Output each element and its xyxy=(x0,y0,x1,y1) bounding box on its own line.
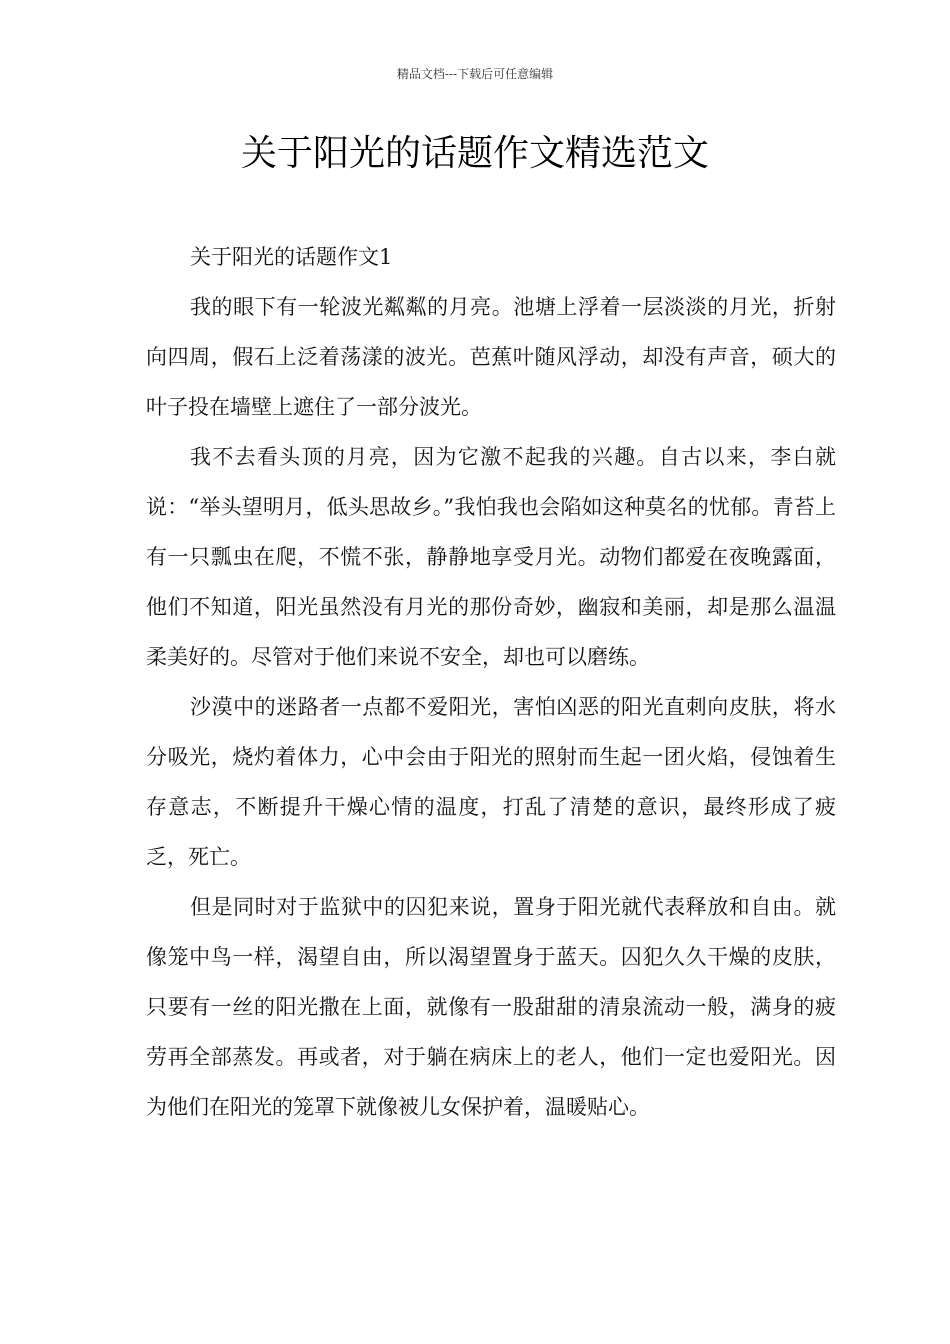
paragraph-3: 沙漠中的迷路者一点都不爱阳光，害怕凶恶的阳光直刺向皮肤，将水分吸光，烧灼着体力，心中会由于阳光的照射而生起一团火焰，侵蚀着生存意志，不断提升干燥心情的温度，打乱了清楚的意识，最终形成了疲乏，死亡。 xyxy=(146,695,836,869)
paragraph-1: 我的眼下有一轮波光粼粼的月亮。池塘上浮着一层淡淡的月光，折射向四周，假石上泛着荡漾的波光。芭蕉叶随风浮动，却没有声音，硕大的叶子投在墙壁上遮住了一部分波光。 xyxy=(146,295,836,419)
header-note: 精品文档---下载后可任意编辑 xyxy=(396,67,554,81)
document-title: 关于阳光的话题作文精选范文 xyxy=(240,133,709,174)
essay-subtitle: 关于阳光的话题作文1 xyxy=(190,245,393,269)
paragraph-2: 我不去看头顶的月亮，因为它激不起我的兴趣。自古以来，李白就说：“举头望明月，低头思故乡。”我怕我也会陷如这种莫名的忧郁。青苔上有一只瓢虫在爬，不慌不张，静静地享受月光。动物们都爱在夜晚露面，他们不知道，阳光虽然没有月光的那份奇妙，幽寂和美丽，却是那么温温柔美好的。尽管对于他们来说不安全，却也可以磨练。 xyxy=(146,445,836,669)
document-body xyxy=(146,232,836,1132)
paragraph-4: 但是同时对于监狱中的囚犯来说，置身于阳光就代表释放和自由。就像笼中鸟一样，渴望自由，所以渴望置身于蓝天。囚犯久久干燥的皮肤，只要有一丝的阳光撒在上面，就像有一股甜甜的清泉流动一般，满身的疲劳再全部蒸发。再或者，对于躺在病床上的老人，他们一定也爱阳光。因为他们在阳光的笼罩下就像被儿女保护着，温暖贴心。 xyxy=(146,895,836,1119)
